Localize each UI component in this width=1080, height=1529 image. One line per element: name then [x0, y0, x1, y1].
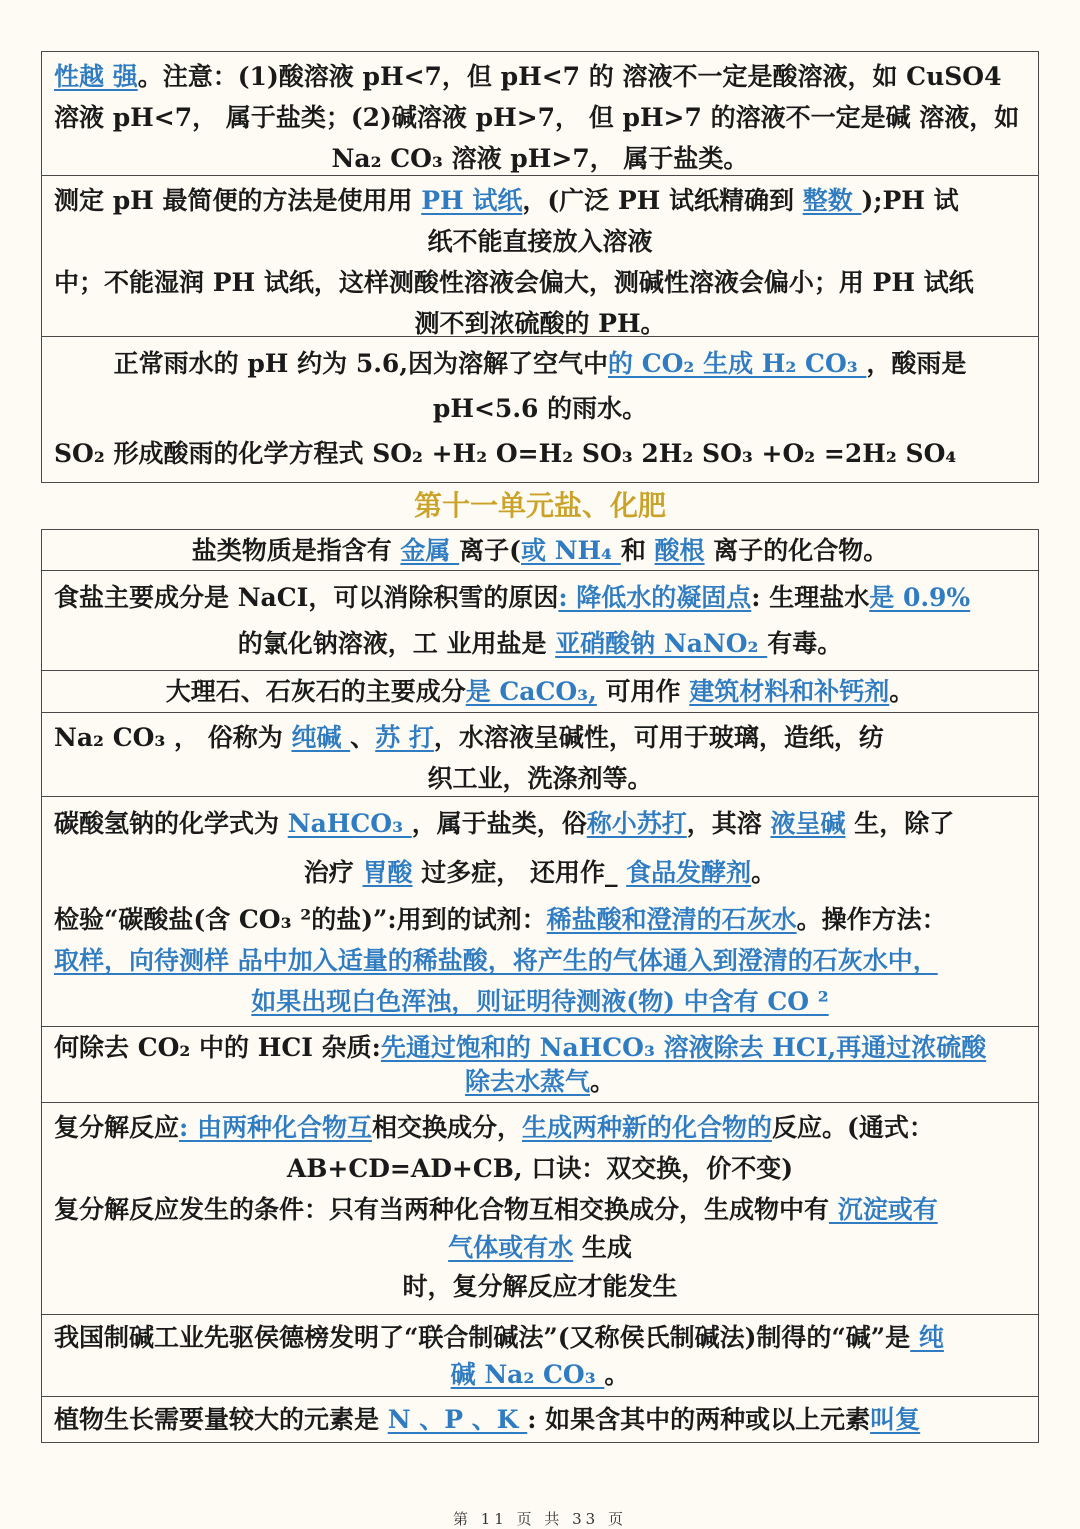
text: 和 [620, 536, 655, 565]
text: 织工业，洗涤剂等。 [427, 764, 653, 793]
answer-blank: 生成两种新的化合物的 [521, 1113, 772, 1142]
answer-blank: 纯碱 [291, 723, 351, 752]
answer-blank: : 由两种化合物互 [179, 1113, 372, 1142]
answer-blank: 胃酸 [362, 858, 413, 887]
text: 反应。(通式： [771, 1113, 934, 1142]
unit-title: 第十一单元盐、化肥 [413, 489, 666, 522]
answer-blank: N 、P 、K [387, 1405, 528, 1434]
answer-blank: 的 CO₂ 生成 H₂ CO₃ [608, 349, 867, 378]
text: 离子的化合物。 [704, 536, 889, 565]
answer-blank: 酸根 [654, 536, 705, 565]
text: ，属于盐类，俗 [411, 809, 587, 838]
text: 。 [590, 1067, 616, 1096]
text: 、 [350, 723, 376, 752]
text: 植物生长需要量较大的元素是 [54, 1405, 388, 1434]
text: : 如果含其中的两种或以上元素 [527, 1405, 871, 1434]
row-marble [41, 671, 1039, 713]
text: 盐类物质是指含有 [191, 536, 401, 565]
text: 测定 pH 最简便的方法是使用用 [54, 186, 422, 215]
text: 碳酸氢钠的化学式为 [54, 809, 288, 838]
answer-blank: 是 CaCO₃, [465, 677, 597, 706]
answer-blank: 先通过饱和的 NaHCO₃ 溶液除去 HCI,再通过浓硫酸 [380, 1033, 987, 1062]
text: 。 [889, 677, 915, 706]
row-ph-paper [41, 176, 1039, 337]
text: 食盐主要成分是 NaCI，可以消除积雪的原因 [54, 583, 559, 612]
answer-blank: : 降低水的凝固点 [558, 583, 752, 612]
row-hou-process [41, 1315, 1039, 1397]
answer-blank: 或 NH₄ [520, 536, 621, 565]
text: 纸不能直接放入溶液 [427, 227, 653, 256]
text: 有毒。 [767, 629, 843, 658]
answer-blank: 气体或有水 [448, 1233, 574, 1262]
answer-blank: PH 试纸 [421, 186, 523, 215]
text: AB+CD=AD+CB, 口诀：双交换，价不变) [286, 1154, 794, 1183]
text: 溶液 pH<7， 属于盐类；(2)碱溶液 pH>7， 但 pH>7 的溶液不一定是碱 溶液，如 [54, 103, 1020, 132]
answer-blank: 碱 Na₂ CO₃ [450, 1360, 605, 1389]
text: 离子( [459, 536, 521, 565]
text: 我国制碱工业先驱侯德榜发明了“联合制碱法”(又称侯氏制碱法)制得的“碱”是 [54, 1323, 911, 1352]
answer-blank: 亚硝酸钠 NaNO₂ [555, 629, 768, 658]
row-salt-definition [41, 529, 1039, 571]
text: ，其溶 [686, 809, 771, 838]
text: ，酸雨是 [866, 349, 967, 378]
page-number: 第 11 页 共 33 页 [452, 1510, 627, 1528]
answer-blank: 食品发酵剂 [626, 858, 752, 887]
text: );PH 试 [861, 186, 959, 215]
text: 复分解反应发生的条件：只有当两种化合物互相交换成分，生成物中有 [54, 1195, 830, 1224]
text: 。注意：(1)酸溶液 pH<7，但 pH<7 的 溶液不一定是酸溶液，如 CuSO4 [137, 62, 1002, 91]
text: pH<5.6 的雨水。 [432, 394, 648, 423]
text: ，水溶液呈碱性，可用于玻璃，造纸，纺 [433, 723, 884, 752]
text: 中；不能湿润 PH 试纸，这样测酸性溶液会偏大，测碱性溶液会偏小；用 PH 试纸 [54, 268, 974, 297]
text: 正常雨水的 pH 约为 5.6,因为溶解了空气中 [113, 349, 609, 378]
text: Na₂ CO₃ ， 俗称为 [54, 723, 292, 752]
text: 。 [751, 858, 777, 887]
answer-blank: 稀盐酸和澄清的石灰水 [546, 905, 797, 934]
notes-sheet [41, 51, 1039, 1443]
answer-blank: 纯 [910, 1323, 944, 1352]
text: 。操作方法： [796, 905, 947, 934]
answer-blank: 沉淀或有 [829, 1195, 938, 1224]
answer-blank: 性越 强 [54, 62, 138, 91]
text: 。 [604, 1360, 630, 1389]
answer-blank: 如果出现白色浑浊，则证明待测液(物) 中含有 CO ² [251, 987, 829, 1016]
row-acid-rain [41, 337, 1039, 483]
text: 过多症， 还用作_ [412, 858, 627, 887]
text: 相交换成分， [371, 1113, 522, 1142]
text: 复分解反应 [54, 1113, 180, 1142]
text: Na₂ CO₃ 溶液 pH>7， 属于盐类。 [331, 144, 749, 173]
text: 生，除了 [845, 809, 955, 838]
text: 的氯化钠溶液，工 业用盐是 [237, 629, 556, 658]
text: 检验“碳酸盐(含 CO₃ ²的盐)”:用到的试剂： [54, 905, 547, 934]
row-remove-hcl [41, 1027, 1039, 1103]
text: SO₂ 形成酸雨的化学方程式 SO₂ +H₂ O=H₂ SO₃ 2H₂ SO₃ +O₂ =2H₂ SO₄ [54, 439, 957, 468]
row-soda-ash [41, 713, 1039, 797]
answer-blank: 叫复 [870, 1405, 921, 1434]
answer-blank: 液呈碱 [770, 809, 846, 838]
text: 治疗 [303, 858, 363, 887]
row-baking-soda [41, 797, 1039, 1027]
text: : 生理盐水 [751, 583, 870, 612]
answer-blank: 整数 [802, 186, 862, 215]
text: 时，复分解反应才能发生 [402, 1272, 678, 1301]
row-table-salt [41, 571, 1039, 671]
text: 何除去 CO₂ 中的 HCI 杂质: [54, 1033, 381, 1062]
text: 测不到浓硫酸的 PH。 [414, 309, 666, 338]
text: 可用作 [596, 677, 690, 706]
answer-blank: 称小苏打 [586, 809, 687, 838]
text: ，(广泛 PH 试纸精确到 [522, 186, 803, 215]
answer-blank: 取样，向待测样 品中加入适量的稀盐酸，将产生的气体通入到澄清的石灰水中， [54, 946, 938, 975]
text: 大理石、石灰石的主要成分 [165, 677, 466, 706]
answer-blank: 是 0.9% [869, 583, 971, 612]
row-fertilizer [41, 1397, 1039, 1443]
row-acid-base-note [41, 51, 1039, 176]
answer-blank: 建筑材料和补钙剂 [689, 677, 890, 706]
row-double-decomposition [41, 1103, 1039, 1315]
answer-blank: 金属 [400, 536, 460, 565]
answer-blank: 除去水蒸气 [464, 1067, 590, 1096]
text: 生成 [573, 1233, 632, 1262]
answer-blank: NaHCO₃ [287, 809, 412, 838]
answer-blank: 苏 打 [375, 723, 434, 752]
